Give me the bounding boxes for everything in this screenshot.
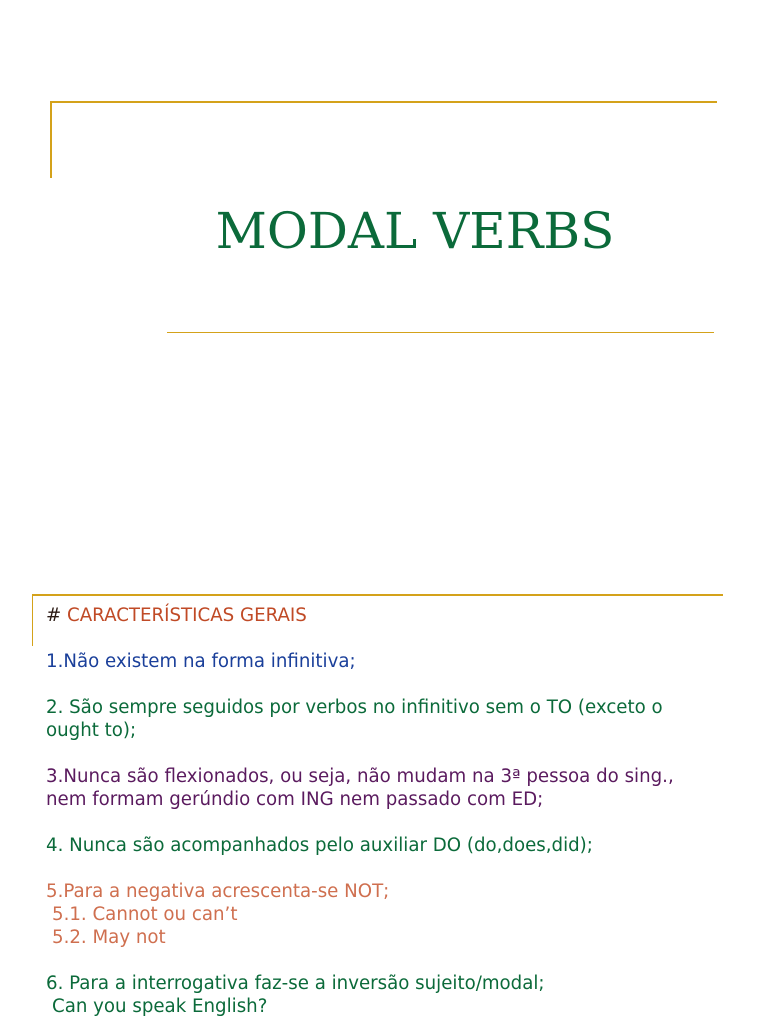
heading-text: CARACTERÍSTICAS GERAIS bbox=[67, 605, 307, 626]
slide-body bbox=[46, 604, 746, 1018]
list-item-4: 4. Nunca são acompanhados pelo auxiliar DO (do,does,did); bbox=[46, 835, 593, 856]
list-item-5: 5.Para a negativa acrescenta-se NOT; bbox=[46, 881, 390, 902]
content-slide bbox=[0, 580, 768, 1024]
slide-title: MODAL VERBS bbox=[215, 202, 615, 260]
top-gold-rule bbox=[32, 594, 723, 596]
list-item-5-2: 5.2. May not bbox=[52, 927, 166, 948]
bottom-gold-rule bbox=[167, 332, 714, 333]
list-item-6: 6. Para a interrogativa faz-se a inversão sujeito/modal; bbox=[46, 973, 545, 994]
left-gold-rule bbox=[32, 594, 33, 646]
top-gold-rule bbox=[50, 101, 717, 103]
left-gold-rule bbox=[50, 101, 52, 178]
list-item-2-line-2: ought to); bbox=[46, 720, 137, 741]
list-item-3-line-2: nem formam gerúndio com ING nem passado com ED; bbox=[46, 789, 544, 810]
list-item-3-line-1: 3.Nunca são flexionados, ou seja, não mudam na 3ª pessoa do sing., bbox=[46, 766, 674, 787]
section-heading bbox=[46, 604, 746, 627]
list-item-6-example: Can you speak English? bbox=[52, 996, 268, 1017]
list-item-5-1: 5.1. Cannot ou can’t bbox=[52, 904, 238, 925]
list-item-2-line-1: 2. São sempre seguidos por verbos no infinitivo sem o TO (exceto o bbox=[46, 697, 663, 718]
heading-hash: # bbox=[46, 605, 68, 626]
list-item-1: 1.Não existem na forma infinitiva; bbox=[46, 651, 356, 672]
